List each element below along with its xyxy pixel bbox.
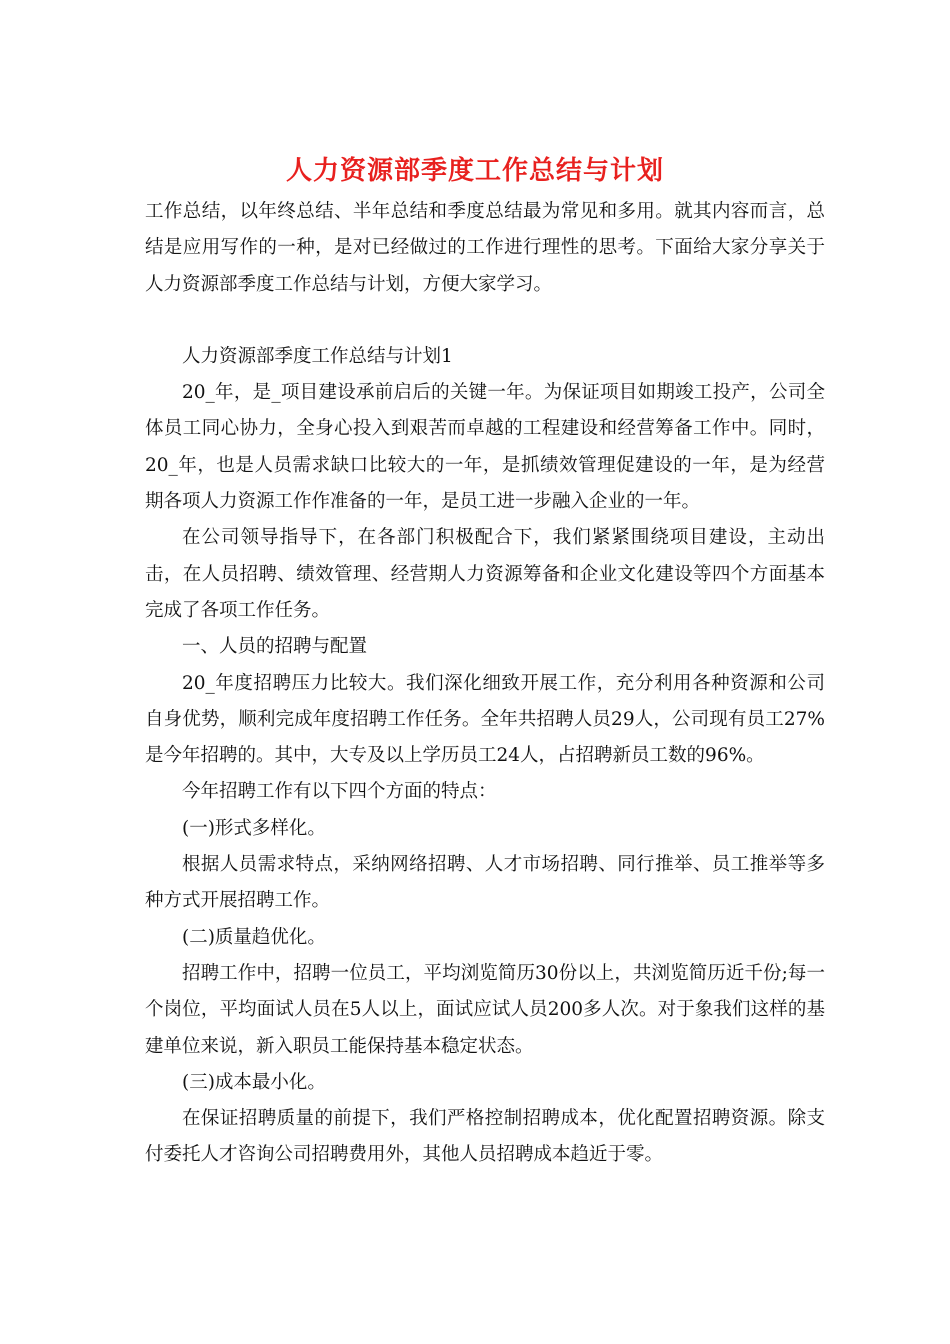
subheading-quality: (二)质量趋优化。 [182, 926, 326, 948]
body-paragraph: 招聘工作中，招聘一位员工，平均浏览简历30份以上，共浏览简历近千份;每一个岗位，平均面试人员在5人以上，面试应试人员200多人次。对于象我们这样的基建单位来说，新入职员工能保持基本稳定状态。 [145, 962, 825, 1057]
body-paragraph: 今年招聘工作有以下四个方面的特点： [182, 781, 497, 803]
section-heading-recruitment: 一、人员的招聘与配置 [182, 636, 368, 658]
document-body [145, 194, 825, 1174]
intro-paragraph: 工作总结，以年终总结、半年总结和季度总结最为常见和多用。就其内容而言，总结是应用写作的一种，是对已经做过的工作进行理性的思考。下面给大家分享关于人力资源部季度工作总结与计划，方便大家学习。 [145, 201, 825, 295]
section-heading-plan-1: 人力资源部季度工作总结与计划1 [182, 345, 453, 367]
body-paragraph: 根据人员需求特点，采纳网络招聘、人才市场招聘、同行推举、员工推举等多种方式开展招聘工作。 [145, 854, 825, 912]
body-paragraph: 在公司领导指导下，在各部门积极配合下，我们紧紧围绕项目建设，主动出击，在人员招聘、绩效管理、经营期人力资源筹备和企业文化建设等四个方面基本完成了各项工作任务。 [145, 527, 825, 621]
subheading-diversified: (一)形式多样化。 [182, 817, 326, 839]
body-paragraph: 在保证招聘质量的前提下，我们严格控制招聘成本，优化配置招聘资源。除支付委托人才咨询公司招聘费用外，其他人员招聘成本趋近于零。 [145, 1108, 825, 1166]
body-paragraph: 20_年度招聘压力比较大。我们深化细致开展工作，充分利用各种资源和公司自身优势，顺利完成年度招聘工作任务。全年共招聘人员29人，公司现有员工27%是今年招聘的。其中，大专及以上学历员工24人，占招聘新员工数的96%。 [145, 672, 825, 767]
document-title: 人力资源部季度工作总结与计划 [285, 156, 664, 186]
body-paragraph: 20_年，是_项目建设承前启后的关键一年。为保证项目如期竣工投产，公司全体员工同心协力，全身心投入到艰苦而卓越的工程建设和经营筹备工作中。同时，20_年，也是人员需求缺口比较大的一年，是抓绩效管理促建设的一年，是为经营期各项人力资源工作作准备的一年，是员工进一步融入企业的一年。 [145, 382, 825, 513]
subheading-cost: (三)成本最小化。 [182, 1071, 326, 1093]
